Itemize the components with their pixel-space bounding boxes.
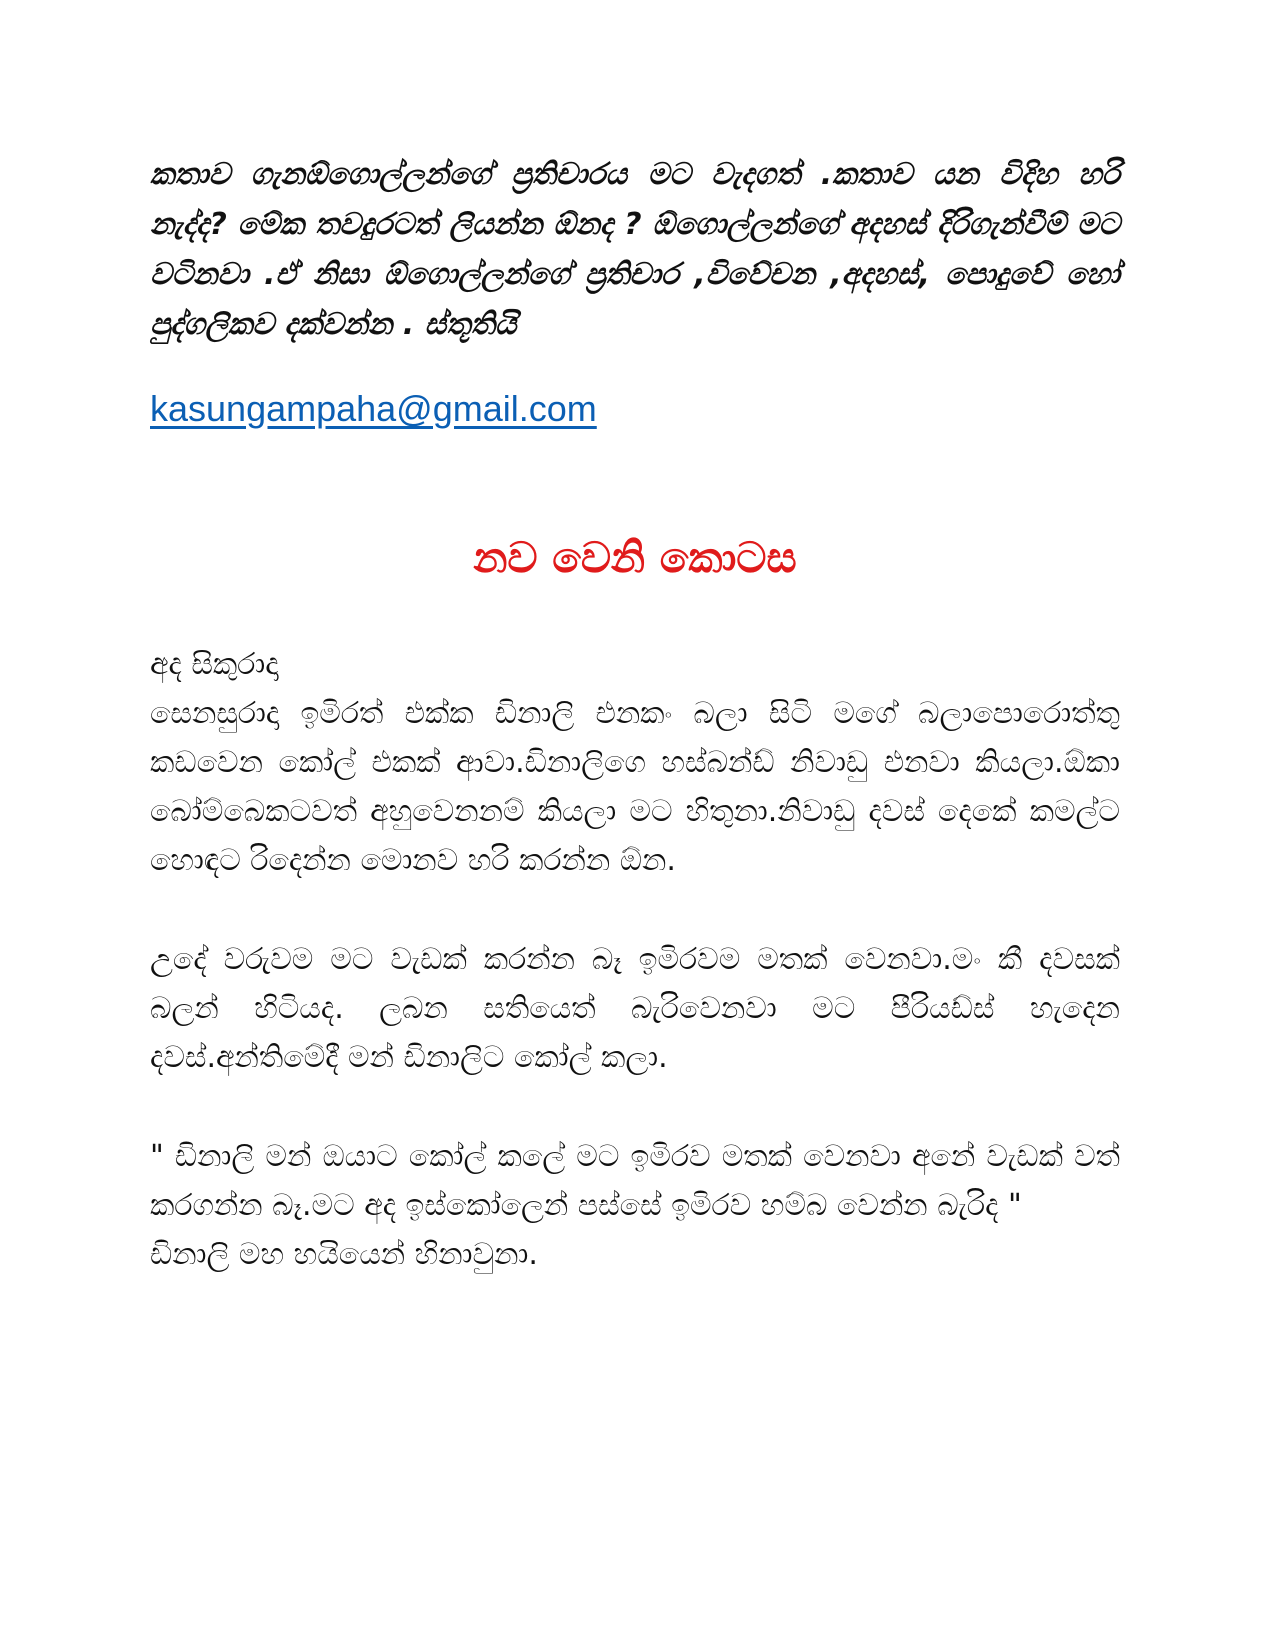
author-note: කතාව ගැනඕගොල්ලන්ගේ ප්‍රතිචාරය මට වැදගත් .කතාව යන විදිහ හරි නැද්ද? මේක තවදුරටත් ලියන්න ඕනද ? ඕගොල්ලන්ගේ අදහස් දිරිගැන්වීම් මට වටිනවා .ඒ නිසා ඕගොල්ලන්ගේ ප්‍රතිචාර ,විවේචන ,අදහස්, පොදුවේ හෝ පුද්ගලිකව දක්වන්න . ස්තූතියි: [150, 157, 1120, 342]
story-paragraph-4: ඩිනාලි මහ හයියෙන් හිනාවුනා.: [150, 1237, 538, 1272]
page-content: [150, 150, 1120, 1279]
chapter-title: නව වෙනි කොටස: [473, 533, 797, 582]
story-paragraph-2: උදේ වරුවම මට වැඩක් කරන්න බෑ ඉමිරවම මතක් වෙනවා.මං කී දවසක් බලන් හිටියද. ලබන සතියෙත් බැරිවෙනවා මට පීරියඩ්ස් හැදෙන දවස්.අන්තිමේදී මන් ඩිනාලිට කෝල් කලා.: [150, 942, 1120, 1075]
story-paragraph-3: " ඩිනාලි මන් ඔයාට කෝල් කලේ මට ඉමිරව මතක් වෙනවා අනේ වැඩක් වත් කරගන්න බෑ.මට අද ඉස්කෝලෙන් පස්සේ ඉමිරව හම්බ වෙන්න බැරිද ": [150, 1139, 1120, 1223]
story-date-line: අද සිකුරාදා: [150, 647, 279, 682]
story-paragraph-1: සෙනසුරාදා ඉමිරත් එක්ක ඩිනාලි එනකං බලා සිටි මගේ බලාපොරොත්තු කඩවෙන කෝල් එකක් ආවා.ඩිනාලිගෙ හස්බන්ඩ් නිවාඩු එනවා කියලා.ඕකා බෝම්බෙකටවත් අහුවෙනනම් කියලා මට හිතුනා.නිවාඩු දවස් දෙකේ කමල්ට හොඳට රිදෙන්න මොනව හරි කරන්න ඕන.: [150, 696, 1120, 878]
author-email-link[interactable]: kasungampaha@gmail.com: [150, 388, 597, 429]
